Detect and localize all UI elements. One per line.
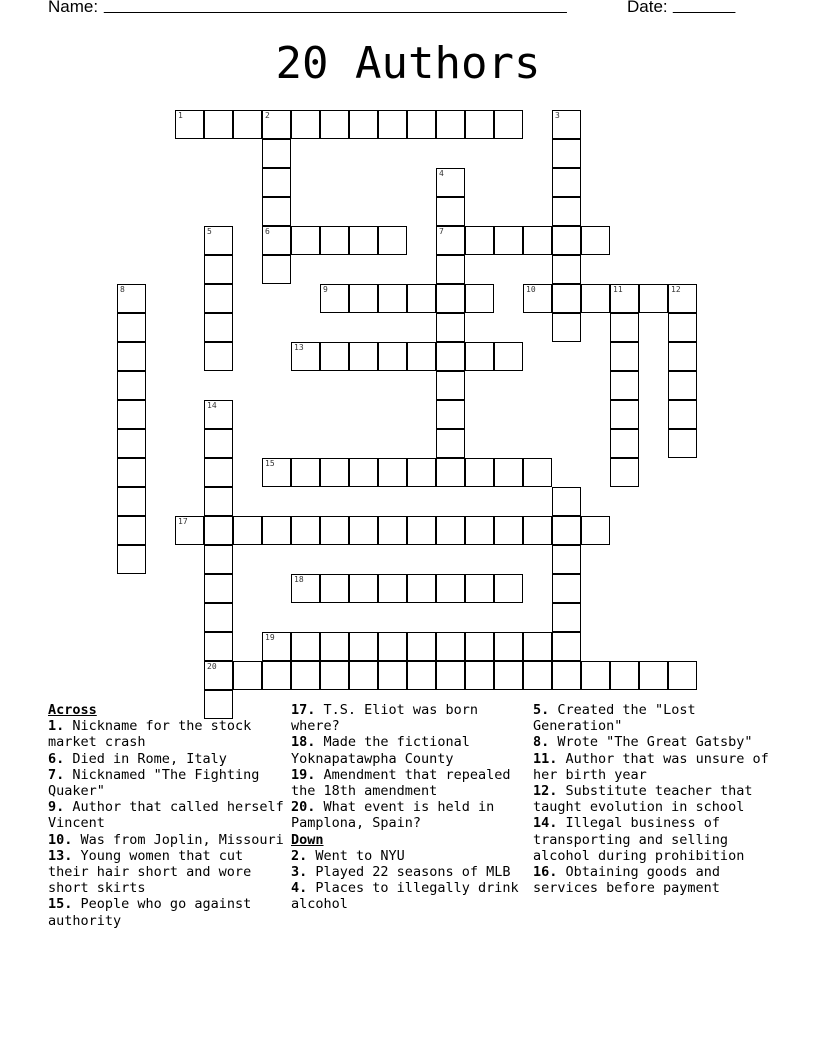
grid-cell[interactable]	[117, 342, 146, 371]
clue-across-18: 18. Made the fictional Yoknapatawpha County	[291, 734, 470, 767]
grid-cell[interactable]	[204, 545, 233, 574]
grid-cell[interactable]	[204, 226, 233, 255]
clues-column-1	[48, 702, 288, 929]
grid-cell[interactable]	[117, 400, 146, 429]
grid-cell[interactable]	[436, 255, 465, 284]
clue-across-1: 1. Nickname for the stock market crash	[48, 718, 252, 751]
grid-cell[interactable]	[320, 516, 349, 545]
clues-column-3	[533, 702, 773, 896]
grid-cell[interactable]	[581, 226, 610, 255]
grid-cell[interactable]	[494, 342, 523, 371]
grid-cell[interactable]	[552, 313, 581, 342]
grid-cell[interactable]	[117, 545, 146, 574]
grid-cell[interactable]	[117, 284, 146, 313]
name-field[interactable]: ____________________________________________________	[104, 0, 567, 14]
grid-cell[interactable]	[320, 284, 349, 313]
grid-cell[interactable]	[262, 226, 291, 255]
grid-cell[interactable]	[436, 226, 465, 255]
grid-cell[interactable]	[552, 603, 581, 632]
grid-cell[interactable]	[349, 226, 378, 255]
grid-cell[interactable]	[552, 661, 581, 690]
grid-cell[interactable]	[552, 516, 581, 545]
grid-cell[interactable]	[378, 661, 407, 690]
grid-cell[interactable]	[291, 574, 320, 603]
grid-cell[interactable]	[233, 516, 262, 545]
grid-cell[interactable]	[320, 342, 349, 371]
grid-cell[interactable]	[262, 168, 291, 197]
grid-cell[interactable]	[465, 516, 494, 545]
clue-down-14: 14. Illegal business of transporting and selling alcohol during prohibition	[533, 815, 745, 864]
clue-number: 20	[207, 662, 217, 671]
grid-cell[interactable]	[436, 342, 465, 371]
grid-cell[interactable]	[117, 516, 146, 545]
grid-cell[interactable]	[436, 400, 465, 429]
clue-number: 2	[265, 111, 270, 120]
grid-cell[interactable]	[407, 574, 436, 603]
down-heading: Down	[291, 831, 324, 848]
grid-cell[interactable]	[262, 516, 291, 545]
clue-down-12: 12. Substitute teacher that taught evolution in school	[533, 783, 753, 816]
grid-cell[interactable]	[523, 458, 552, 487]
grid-cell[interactable]	[320, 661, 349, 690]
grid-cell[interactable]	[204, 487, 233, 516]
grid-cell[interactable]	[436, 313, 465, 342]
grid-cell[interactable]	[436, 371, 465, 400]
page-title: 20 Authors	[275, 38, 541, 89]
clue-number: 12	[671, 285, 681, 294]
clue-across-20: 20. What event is held in Pamplona, Spain?	[291, 799, 495, 832]
grid-cell[interactable]	[552, 632, 581, 661]
grid-cell[interactable]	[262, 661, 291, 690]
grid-cell[interactable]	[610, 400, 639, 429]
clue-number: 5	[207, 227, 212, 236]
grid-cell[interactable]	[610, 313, 639, 342]
grid-cell[interactable]	[436, 110, 465, 139]
grid-cell[interactable]	[349, 110, 378, 139]
grid-cell[interactable]	[436, 574, 465, 603]
grid-cell[interactable]	[117, 313, 146, 342]
grid-cell[interactable]	[610, 429, 639, 458]
grid-cell[interactable]	[349, 342, 378, 371]
grid-cell[interactable]	[233, 110, 262, 139]
grid-cell[interactable]	[552, 226, 581, 255]
grid-cell[interactable]	[378, 226, 407, 255]
date-field[interactable]: _______	[673, 0, 736, 14]
grid-cell[interactable]	[320, 110, 349, 139]
grid-cell[interactable]	[349, 284, 378, 313]
grid-cell[interactable]	[668, 400, 697, 429]
grid-cell[interactable]	[204, 342, 233, 371]
clue-number: 14	[207, 401, 217, 410]
grid-cell[interactable]	[552, 574, 581, 603]
clue-number: 7	[439, 227, 444, 236]
grid-cell[interactable]	[204, 603, 233, 632]
grid-cell[interactable]	[291, 458, 320, 487]
grid-cell[interactable]	[407, 284, 436, 313]
grid-cell[interactable]	[204, 429, 233, 458]
grid-cell[interactable]	[668, 342, 697, 371]
grid-cell[interactable]	[494, 632, 523, 661]
grid-cell[interactable]	[291, 110, 320, 139]
grid-cell[interactable]	[117, 371, 146, 400]
grid-cell[interactable]	[610, 661, 639, 690]
grid-cell[interactable]	[175, 516, 204, 545]
grid-cell[interactable]	[262, 255, 291, 284]
grid-cell[interactable]	[552, 284, 581, 313]
grid-cell[interactable]	[523, 632, 552, 661]
grid-cell[interactable]	[668, 429, 697, 458]
clue-number: 17	[178, 517, 188, 526]
grid-cell[interactable]	[494, 574, 523, 603]
clue-number: 6	[265, 227, 270, 236]
grid-cell[interactable]	[204, 632, 233, 661]
grid-cell[interactable]	[262, 632, 291, 661]
grid-cell[interactable]	[436, 632, 465, 661]
clue-across-13: 13. Young women that cut their hair short and wore short skirts	[48, 847, 252, 897]
grid-cell[interactable]	[494, 458, 523, 487]
grid-cell[interactable]	[581, 284, 610, 313]
clue-across-7: 7. Nicknamed "The Fighting Quaker"	[48, 766, 260, 800]
grid-cell[interactable]	[552, 545, 581, 574]
clue-across-17: 17. T.S. Eliot was born where?	[291, 702, 478, 735]
clue-number: 9	[323, 285, 328, 294]
grid-cell[interactable]	[552, 110, 581, 139]
grid-cell[interactable]	[494, 226, 523, 255]
grid-cell[interactable]	[262, 197, 291, 226]
clue-number: 8	[120, 285, 125, 294]
clue-down-11: 11. Author that was unsure of her birth year	[533, 750, 769, 783]
grid-cell[interactable]	[465, 632, 494, 661]
clue-number: 19	[265, 633, 275, 642]
grid-cell[interactable]	[320, 226, 349, 255]
grid-cell[interactable]	[291, 226, 320, 255]
clue-number: 10	[526, 285, 536, 294]
grid-cell[interactable]	[407, 110, 436, 139]
grid-cell[interactable]	[436, 516, 465, 545]
grid-cell[interactable]	[465, 342, 494, 371]
grid-cell[interactable]	[291, 516, 320, 545]
grid-cell[interactable]	[262, 110, 291, 139]
grid-cell[interactable]	[494, 110, 523, 139]
grid-cell[interactable]	[378, 284, 407, 313]
name-label: Name:	[48, 0, 99, 16]
clue-down-3: 3. Played 22 seasons of MLB	[291, 864, 511, 881]
clue-across-10: 10. Was from Joplin, Missouri	[48, 831, 284, 848]
grid-cell[interactable]	[378, 110, 407, 139]
grid-cell[interactable]	[494, 661, 523, 690]
grid-cell[interactable]	[349, 574, 378, 603]
clue-across-19: 19. Amendment that repealed the 18th amendment	[291, 766, 511, 800]
grid-cell[interactable]	[204, 110, 233, 139]
grid-cell[interactable]	[465, 458, 494, 487]
grid-cell[interactable]	[465, 110, 494, 139]
grid-cell[interactable]	[465, 574, 494, 603]
grid-cell[interactable]	[523, 661, 552, 690]
clue-number: 18	[294, 575, 304, 584]
grid-cell[interactable]	[610, 284, 639, 313]
grid-cell[interactable]	[204, 458, 233, 487]
grid-cell[interactable]	[668, 661, 697, 690]
grid-cell[interactable]	[494, 516, 523, 545]
grid-cell[interactable]	[117, 429, 146, 458]
grid-cell[interactable]	[204, 516, 233, 545]
clue-number: 15	[265, 459, 275, 468]
grid-cell[interactable]	[291, 632, 320, 661]
clue-across-9: 9. Author that called herself Vincent	[48, 799, 284, 832]
grid-cell[interactable]	[175, 110, 204, 139]
grid-cell[interactable]	[668, 284, 697, 313]
grid-cell[interactable]	[465, 284, 494, 313]
grid-cell[interactable]	[610, 342, 639, 371]
grid-cell[interactable]	[378, 632, 407, 661]
grid-cell[interactable]	[407, 661, 436, 690]
grid-cell[interactable]	[378, 516, 407, 545]
grid-cell[interactable]	[349, 661, 378, 690]
grid-cell[interactable]	[436, 458, 465, 487]
grid-cell[interactable]	[436, 661, 465, 690]
grid-cell[interactable]	[291, 342, 320, 371]
clue-down-2: 2. Went to NYU	[291, 847, 405, 864]
grid-cell[interactable]	[349, 516, 378, 545]
grid-cell[interactable]	[436, 168, 465, 197]
grid-cell[interactable]	[610, 458, 639, 487]
grid-cell[interactable]	[436, 197, 465, 226]
grid-cell[interactable]	[204, 313, 233, 342]
grid-cell[interactable]	[407, 342, 436, 371]
grid-cell[interactable]	[407, 458, 436, 487]
grid-cell[interactable]	[552, 168, 581, 197]
grid-cell[interactable]	[581, 516, 610, 545]
clue-number: 11	[613, 285, 623, 294]
grid-cell[interactable]	[320, 574, 349, 603]
grid-cell[interactable]	[349, 632, 378, 661]
grid-cell[interactable]	[262, 139, 291, 168]
grid-cell[interactable]	[581, 661, 610, 690]
clue-number: 13	[294, 343, 304, 352]
clue-number: 3	[555, 111, 560, 120]
grid-cell[interactable]	[436, 429, 465, 458]
clue-down-16: 16. Obtaining goods and services before payment	[533, 864, 720, 897]
grid-cell[interactable]	[610, 371, 639, 400]
grid-cell[interactable]	[204, 574, 233, 603]
grid-cell[interactable]	[291, 661, 320, 690]
grid-cell[interactable]	[378, 458, 407, 487]
grid-cell[interactable]	[552, 197, 581, 226]
grid-cell[interactable]	[349, 458, 378, 487]
grid-cell[interactable]	[407, 632, 436, 661]
grid-cell[interactable]	[117, 458, 146, 487]
grid-cell[interactable]	[436, 284, 465, 313]
date-label: Date:	[627, 0, 668, 16]
grid-cell[interactable]	[639, 661, 668, 690]
grid-cell[interactable]	[465, 661, 494, 690]
grid-cell[interactable]	[320, 632, 349, 661]
grid-cell[interactable]	[378, 342, 407, 371]
grid-cell[interactable]	[262, 458, 291, 487]
grid-cell[interactable]	[233, 661, 262, 690]
clue-number: 4	[439, 169, 444, 178]
clue-number: 1	[178, 111, 183, 120]
clues-column-2	[291, 702, 527, 913]
grid-cell[interactable]	[523, 284, 552, 313]
grid-cell[interactable]	[204, 255, 233, 284]
grid-cell[interactable]	[204, 400, 233, 429]
clue-across-15: 15. People who go against authority	[48, 896, 252, 929]
grid-cell[interactable]	[552, 487, 581, 516]
grid-cell[interactable]	[117, 487, 146, 516]
grid-cell[interactable]	[378, 574, 407, 603]
grid-cell[interactable]	[407, 516, 436, 545]
clue-down-8: 8. Wrote "The Great Gatsby"	[533, 734, 753, 751]
grid-cell[interactable]	[552, 255, 581, 284]
across-heading: Across	[48, 702, 97, 718]
clue-down-4: 4. Places to illegally drink alcohol	[291, 880, 519, 913]
grid-cell[interactable]	[668, 313, 697, 342]
grid-cell[interactable]	[523, 226, 552, 255]
grid-cell[interactable]	[320, 458, 349, 487]
grid-cell[interactable]	[523, 516, 552, 545]
clue-across-6: 6. Died in Rome, Italy	[48, 750, 227, 767]
grid-cell[interactable]	[668, 371, 697, 400]
grid-cell[interactable]	[639, 284, 668, 313]
grid-cell[interactable]	[552, 139, 581, 168]
grid-cell[interactable]	[465, 226, 494, 255]
grid-cell[interactable]	[204, 284, 233, 313]
clue-down-5: 5. Created the "Lost Generation"	[533, 702, 696, 735]
grid-cell[interactable]	[204, 661, 233, 690]
